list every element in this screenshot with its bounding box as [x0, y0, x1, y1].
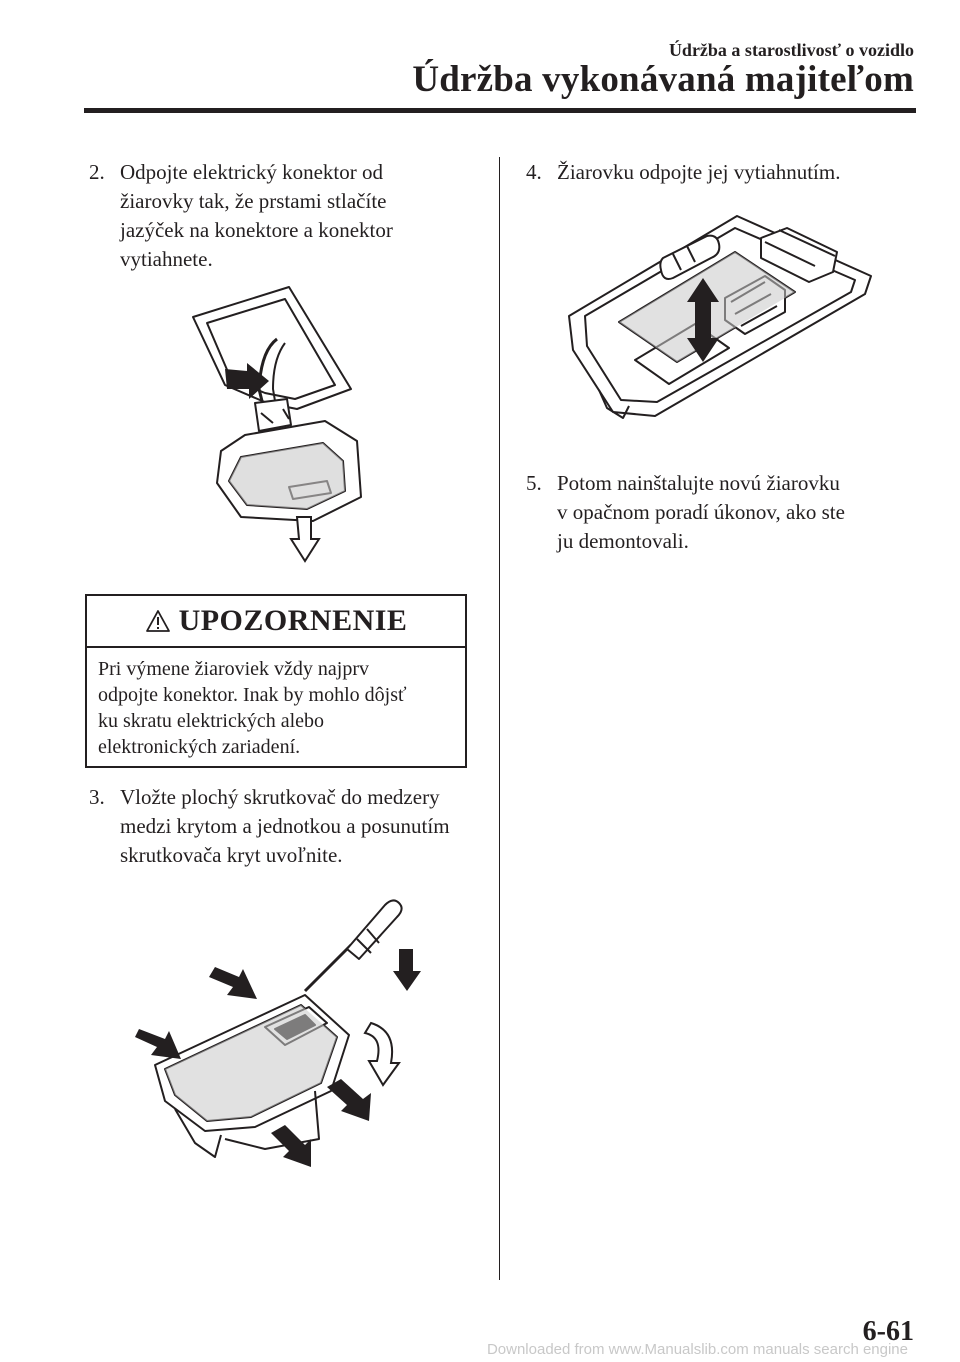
caution-box [85, 594, 467, 768]
step-text-line: medzi krytom a jednotkou a posunutím [120, 814, 450, 838]
section-subtitle: Údržba a starostlivosť o vozidlo [668, 40, 914, 60]
step-number: 3. [89, 785, 105, 809]
bulb-removal-illustration [565, 212, 875, 437]
step-text-line: Odpojte elektrický konektor od [120, 160, 384, 184]
column-divider [499, 157, 500, 1280]
footer-watermark: Downloaded from www.Manualslib.com manuals search engine [486, 1341, 908, 1358]
caution-text-line: elektronických zariadení. [98, 736, 301, 758]
step-text-line: Potom nainštalujte novú žiarovku [557, 471, 840, 495]
step-text-line: žiarovky tak, že prstami stlačíte [120, 189, 387, 213]
cover-removal-illustration [135, 895, 425, 1165]
caution-divider [87, 646, 465, 648]
caution-text-line: Pri výmene žiaroviek vždy najprv [98, 658, 370, 680]
step-5 [526, 469, 926, 556]
warning-triangle-icon [145, 609, 171, 633]
step-text-line: Žiarovku odpojte jej vytiahnutím. [557, 160, 841, 184]
page-number: 6-61 [862, 1316, 914, 1347]
connector-removal-illustration [185, 285, 365, 570]
step-3 [89, 783, 489, 870]
step-number: 4. [526, 160, 542, 184]
step-text-line: ju demontovali. [557, 529, 689, 553]
header-rule [84, 108, 916, 113]
step-text-line: skrutkovača kryt uvoľnite. [120, 843, 343, 867]
step-text-line: Vložte plochý skrutkovač do medzery [120, 785, 440, 809]
step-text-line: v opačnom poradí úkonov, ako ste [557, 500, 845, 524]
caution-title: UPOZORNENIE [178, 604, 408, 637]
step-4 [526, 158, 926, 187]
step-2 [89, 158, 489, 274]
caution-text-line: odpojte konektor. Inak by mohlo dôjsť [98, 684, 407, 706]
step-text-line: jazýček na konektore a konektor [120, 218, 393, 242]
caution-text-line: ku skratu elektrických alebo [98, 710, 325, 732]
step-number: 2. [89, 160, 105, 184]
step-text-line: vytiahnete. [120, 247, 213, 271]
page-title: Údržba vykonávaná majiteľom [412, 59, 914, 100]
step-number: 5. [526, 471, 542, 495]
